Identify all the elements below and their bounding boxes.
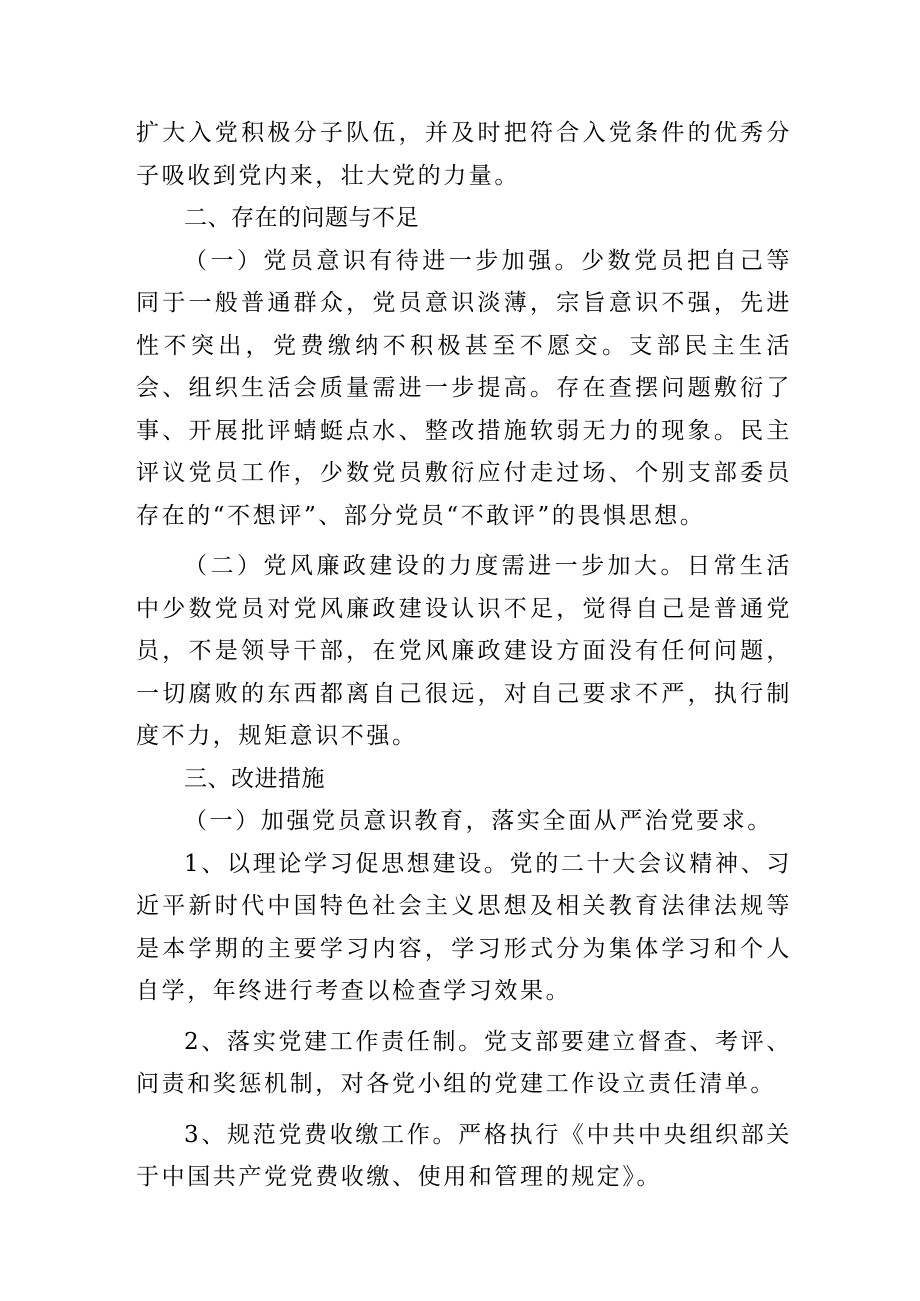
paragraph-gap [136, 1106, 792, 1114]
paragraph-party-awareness: （一）党员意识有待进一步加强。少数党员把自己等同于一般普通群众，党员意识淡薄，宗旨意识不强，先进性不突出，党费缴纳不积极甚至不愿交。支部民主生活会、组织生活会质量需进一步提高。存在查摆问题敷衍了事、开展批评蜻蜓点水、整改措施软弱无力的现象。民主评议党员工作，少数党员敷衍应付走过场、个别支部委员存在的“不想评”、部分党员“不敢评”的畏惧思想。 [136, 247, 792, 529]
paragraph-integrity: （二）党风廉政建设的力度需进一步加大。日常生活中少数党员对党风廉政建设认识不足，觉得自己是普通党员，不是领导干部，在党风廉政建设方面没有任何问题，一切腐败的东西都离自己很远，对自己要求不严，执行制度不力，规矩意识不强。 [136, 553, 792, 749]
paragraph-gap [136, 537, 792, 545]
document-body [136, 112, 792, 1199]
paragraph-measure-1: （一）加强党员意识教育，落实全面从严治党要求。 [184, 808, 773, 834]
paragraph-continuation: 扩大入党积极分子队伍，并及时把符合入党条件的优秀分子吸收到党内来，壮大党的力量。 [136, 120, 792, 189]
paragraph-measure-1-3: 3、规范党费收缴工作。严格执行《中共中央组织部关于中国共产党党费收缴、使用和管理的规定》。 [136, 1121, 792, 1190]
paragraph-measure-1-1: 1、以理论学习促思想建设。党的二十大会议精神、习近平新时代中国特色社会主义思想及相关教育法律法规等是本学期的主要学习内容，学习形式分为集体学习和个人自学，年终进行考查以检查学习效果。 [136, 850, 792, 1004]
section-heading-measures: 三、改进措施 [184, 765, 325, 792]
section-heading-problems: 二、存在的问题与不足 [184, 205, 419, 231]
paragraph-measure-1-2: 2、落实党建工作责任制。党支部要建立督查、考评、问责和奖惩机制，对各党小组的党建工作设立责任清单。 [136, 1028, 792, 1097]
paragraph-gap [136, 1013, 792, 1021]
